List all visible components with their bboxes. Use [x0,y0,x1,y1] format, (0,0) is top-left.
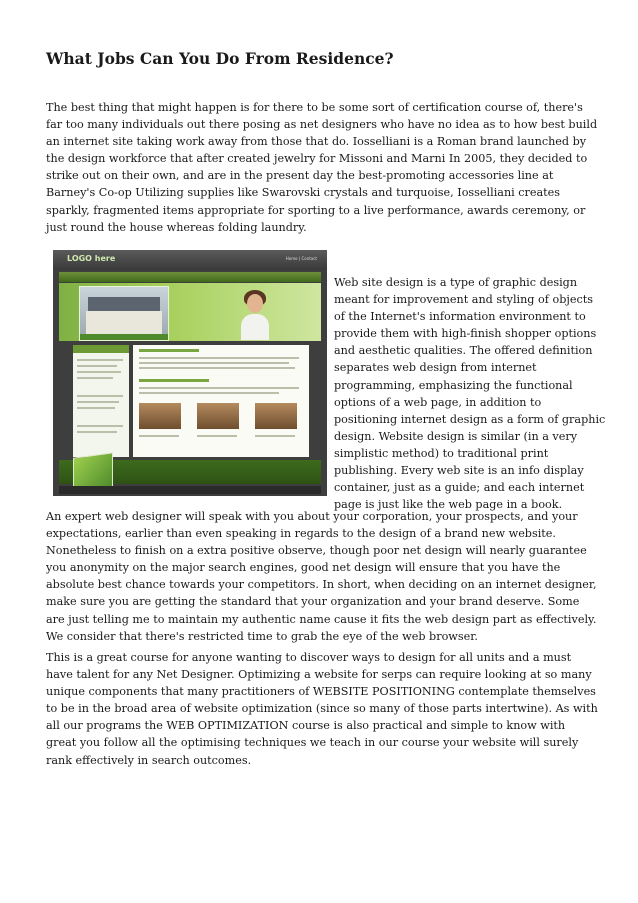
side-paragraph: Web site design is a type of graphic design meant for improvement and styling of objects of the Internet's information environment to provide them with high-finish shopper options and aesthetic qualities. The offered definition separates web design from internet programming, emphasizing the functional options of a web page, in addition to positioning internet design as a form of graphic design. Website design is similar (in a very simplistic method) to traditional print publishing. Every web site is an info display container, just as a guide; and each internet page is just like the web page in a book. [334,276,606,512]
paragraph-3: This is a great course for anyone wanting to discover ways to design for all units and a must have talent for any Net Designer. Optimizing a website for serps can require looking at so many unique components that many practitioners of WEBSITE POSITIONING contemplate themselves to be in the broad area of website optimization (since so many of those parts intertwine). As with all our programs the WEB OPTIMIZATION course is also practical and simple to know with great you follow all the optimising techniques we teach in our course your website will surely rank effectively in search outcomes. [46,651,598,767]
website-mockup-image [53,250,327,496]
article-title: What Jobs Can You Do From Residence? [46,49,394,68]
paragraph-2: An expert web designer will speak with you about your corporation, your prospects, and your expectations, earlier than even speaking in regards to the design of a brand new website. Nonetheless to finish on a extra positive observe, though poor net design will nearly guarantee you anonymity on the major search engines, good net design will ensure that you have the absolute best chance towards your competitors. In short, when deciding on an internet designer, make sure you are getting the standard that your organization and your brand deserve. Some are just telling me to maintain my authentic name cause it fits the web design part as effectively. We consider that there's restricted time to grab the eye of the web browser. [46,510,597,643]
mockup-nav [59,272,321,282]
mockup-top-links: Home | Contact [285,256,317,261]
mockup-bottom-bar [59,486,321,494]
mockup-banner [59,283,321,341]
paragraph-1: The best thing that might happen is for there to be some sort of certification course of, there's far too many individuals out there posing as net designers who have no idea as to how best build an internet site taking work away from those that do. Iosselliani is a Roman brand launched by the design workforce that after created jewelry for Missoni and Marni In 2005, they decided to strike out on their own, and are in the present day the best-promoting accessories line at Barney's Co-op Utilizing supplies like Swarovski crystals and turquoise, Iosselliani creates sparkly, fragmented items appropriate for sporting to a live performance, awards ceremony, or just round the house whereas folding laundry. [46,101,598,234]
mockup-topbar [53,250,327,270]
woman-with-headphones-photo [235,288,275,340]
mockup-content [133,345,309,457]
house-photo [79,286,169,341]
mockup-sidebar [73,345,129,457]
mockup-logo: LOGO here [67,254,116,263]
